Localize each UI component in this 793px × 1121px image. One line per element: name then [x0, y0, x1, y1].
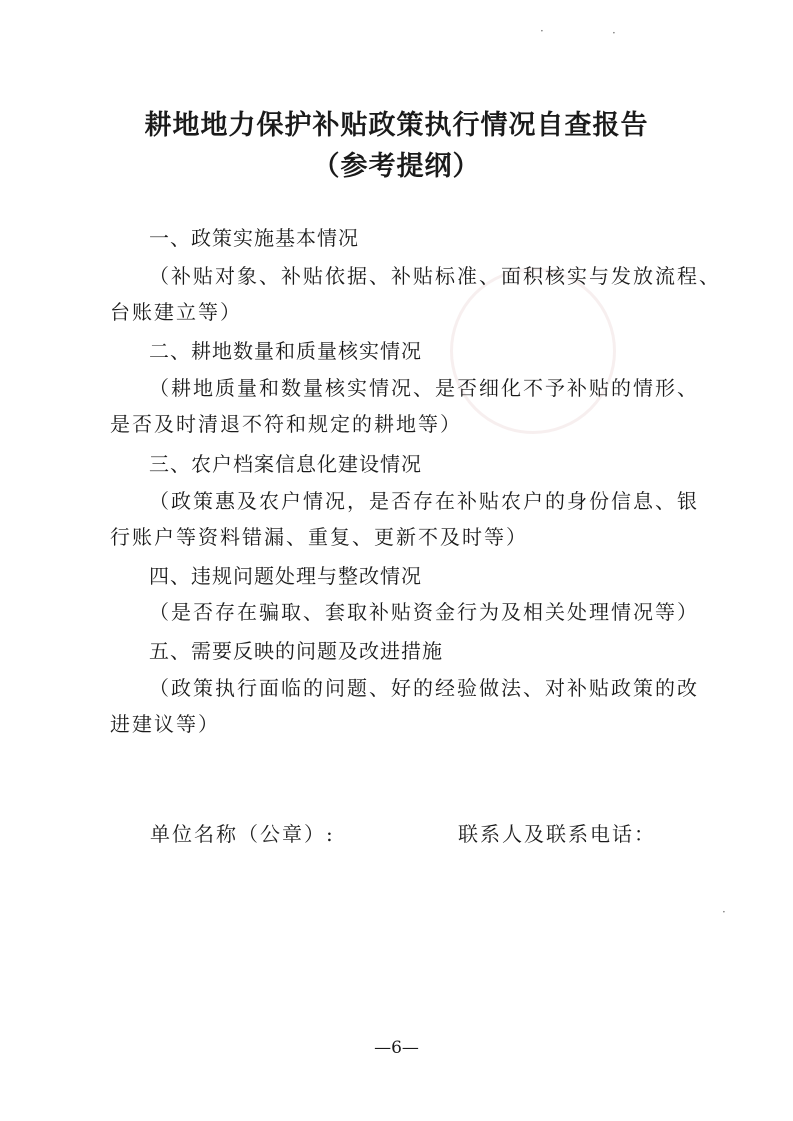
report-title: 耕地地力保护补贴政策执行情况自查报告 [144, 110, 649, 141]
section-note: （补贴对象、补贴依据、补贴标准、面积核实与发放流程、 [149, 264, 721, 288]
section-heading: 三、农户档案信息化建设情况 [149, 452, 422, 476]
scan-speck: · [540, 24, 544, 38]
contact-label: 联系人及联系电话： [458, 822, 656, 846]
section-note-cont: 是否及时清退不符和规定的耕地等） [110, 412, 462, 436]
scan-speck: · [612, 26, 616, 40]
section-heading: 四、违规问题处理与整改情况 [149, 564, 422, 588]
section-note-cont: 台账建立等） [110, 300, 242, 324]
section-note: （政策执行面临的问题、好的经验做法、对补贴政策的改 [149, 676, 699, 700]
section-heading: 一、政策实施基本情况 [149, 226, 359, 250]
section-note: （是否存在骗取、套取补贴资金行为及相关处理情况等） [149, 600, 699, 624]
section-heading: 二、耕地数量和质量核实情况 [149, 339, 422, 363]
section-note: （政策惠及农户情况，是否存在补贴农户的身份信息、银 [149, 489, 699, 513]
section-note: （耕地质量和数量核实情况、是否细化不予补贴的情形、 [149, 376, 699, 400]
report-subtitle: （参考提纲） [312, 151, 481, 182]
section-note-cont: 行账户等资料错漏、重复、更新不及时等） [110, 525, 528, 549]
unit-name-label: 单位名称（公章）: [150, 822, 335, 846]
scan-speck: · [722, 905, 726, 919]
faded-official-seal [450, 268, 616, 434]
page-number: —6— [374, 1038, 419, 1058]
section-heading: 五、需要反映的问题及改进措施 [149, 639, 443, 663]
section-note-cont: 进建议等） [110, 712, 220, 736]
